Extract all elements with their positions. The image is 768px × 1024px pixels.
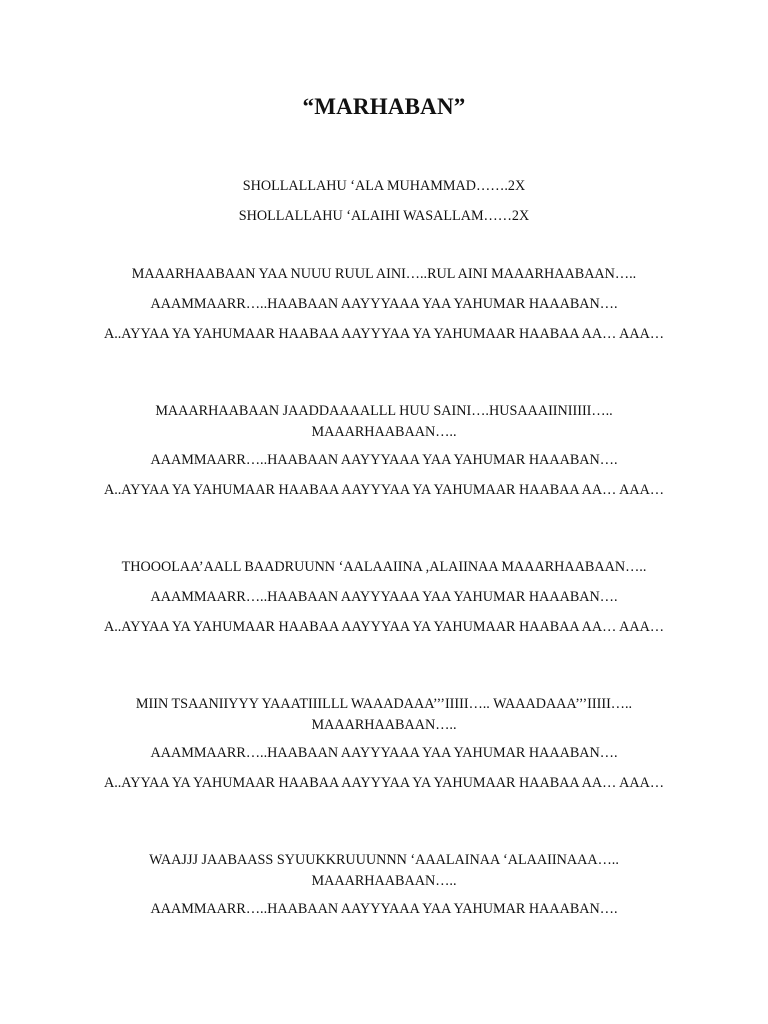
verse-refrain: A..AYYAA YA YAHUMAAR HAABAA AAYYYAA YA YAHUMAAR HAABAA AA… AAA… <box>103 482 665 498</box>
verse-response: AAAMMAARR…..HAABAAN AAYYYAAA YAA YAHUMAR HAAABAN…. <box>150 589 618 605</box>
verse-refrain: A..AYYAA YA YAHUMAAR HAABAA AAYYYAA YA YAHUMAAR HAABAA AA… AAA… <box>103 775 665 791</box>
verse-line: WAAJJJ JAABAASS SYUUKKRUUUNNN ‘AAALAINAA ‘ALAAIINAAA….. MAAARHAABAAN….. <box>149 852 619 889</box>
verse-line: MIIN TSAANIIYYY YAAATIIILLL WAAADAAA’’’IIIII….. WAAADAAA’’’IIIII….. MAAARHAABAAN….. <box>135 696 633 733</box>
intro-line: SHOLLALLAHU ‘ALA MUHAMMAD…….2X <box>242 178 526 194</box>
intro-line: SHOLLALLAHU ‘ALAIHI WASALLAM……2X <box>238 208 530 224</box>
verse-refrain: A..AYYAA YA YAHUMAAR HAABAA AAYYYAA YA YAHUMAAR HAABAA AA… AAA… <box>103 326 665 342</box>
page-title: “MARHABAN” <box>302 94 466 119</box>
verse-line: MAAARHAABAAN YAA NUUU RUUL AINI…..RUL AINI MAAARHAABAAN….. <box>131 266 637 282</box>
verse-line: THOOOLAA’AALL BAADRUUNN ‘AALAAIINA ,ALAIINAA MAAARHAABAAN….. <box>121 559 647 575</box>
verse-response: AAAMMAARR…..HAABAAN AAYYYAAA YAA YAHUMAR HAAABAN…. <box>150 296 618 312</box>
verse-refrain: A..AYYAA YA YAHUMAAR HAABAA AAYYYAA YA YAHUMAAR HAABAA AA… AAA… <box>103 619 665 635</box>
verse-response: AAAMMAARR…..HAABAAN AAYYYAAA YAA YAHUMAR HAAABAN…. <box>150 745 618 761</box>
verse-response: AAAMMAARR…..HAABAAN AAYYYAAA YAA YAHUMAR HAAABAN…. <box>150 901 618 917</box>
verse-line: MAAARHAABAAN JAADDAAAALLL HUU SAINI….HUSAAAIINIIIII….. MAAARHAABAAN….. <box>155 403 613 440</box>
verse-response: AAAMMAARR…..HAABAAN AAYYYAAA YAA YAHUMAR HAAABAN…. <box>150 452 618 468</box>
